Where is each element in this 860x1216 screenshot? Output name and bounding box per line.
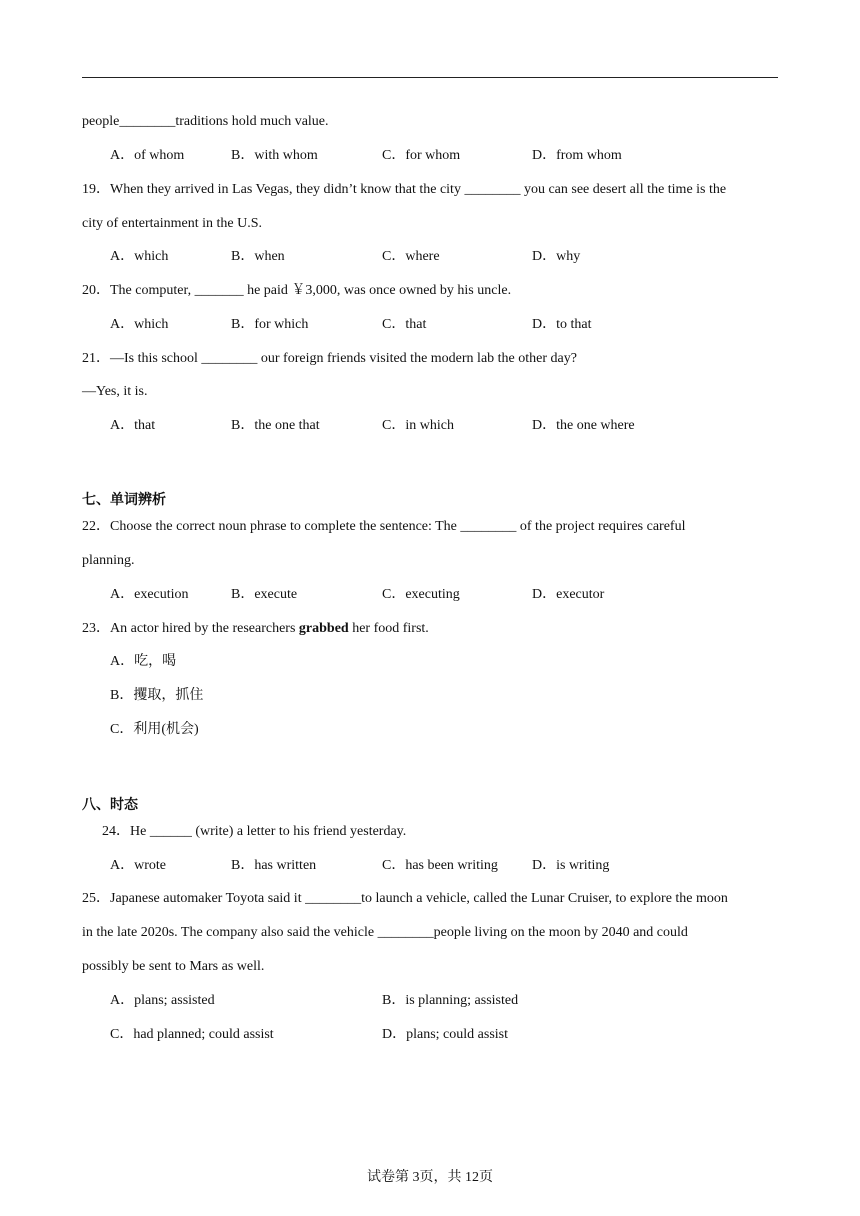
- q19-option-b[interactable]: B．when: [231, 249, 285, 264]
- q23-text-before: 23．An actor hired by the researchers: [82, 621, 299, 636]
- q23-text: [82, 620, 429, 638]
- q19-option-d[interactable]: D．why: [532, 249, 581, 264]
- q25-text-line3: possibly be sent to Mars as well.: [82, 959, 265, 974]
- q19-text-line1: 19．When they arrived in Las Vegas, they didn’t know that the city ________ you can see desert all the time is the: [82, 182, 727, 197]
- q23-keyword: grabbed: [298, 621, 349, 636]
- q22-option-a[interactable]: A．execution: [110, 587, 189, 602]
- q18-text: people________traditions hold much value.: [82, 114, 329, 129]
- q21-text-line1: 21．—Is this school ________ our foreign friends visited the modern lab the other day?: [82, 351, 577, 366]
- q21-option-d[interactable]: D．the one where: [532, 418, 635, 433]
- section-heading-7: 七、单词辨析: [82, 492, 166, 508]
- q21-option-a[interactable]: A．that: [110, 418, 156, 433]
- q24-text: 24．He ______ (write) a letter to his friend yesterday.: [102, 824, 407, 839]
- q19-text-line2: city of entertainment in the U.S.: [82, 216, 263, 231]
- q20-option-a[interactable]: A．which: [110, 317, 169, 332]
- q19-option-a[interactable]: A．which: [110, 249, 169, 264]
- q23-option-c[interactable]: C．利用(机会): [110, 722, 199, 737]
- q24-option-b[interactable]: B．has written: [231, 858, 317, 873]
- q25-option-c[interactable]: C．had planned; could assist: [110, 1027, 274, 1042]
- q20-option-c[interactable]: C．that: [382, 317, 427, 332]
- q24-option-c[interactable]: C．has been writing: [382, 858, 498, 873]
- q18-option-a[interactable]: A．of whom: [110, 148, 185, 163]
- q22-text-line1: 22．Choose the correct noun phrase to complete the sentence: The ________ of the project requires careful: [82, 519, 686, 534]
- q18-option-c[interactable]: C．for whom: [382, 148, 461, 163]
- q25-text-line1: 25．Japanese automaker Toyota said it ________to launch a vehicle, called the Lunar Cruiser, to explore the moon: [82, 891, 728, 906]
- q21-option-b[interactable]: B．the one that: [231, 418, 320, 433]
- section-heading-8: 八、时态: [82, 797, 138, 813]
- q20-option-b[interactable]: B．for which: [231, 317, 309, 332]
- q18-option-b[interactable]: B．with whom: [231, 148, 318, 163]
- q24-option-a[interactable]: A．wrote: [110, 858, 166, 873]
- q19-option-c[interactable]: C．where: [382, 249, 440, 264]
- header-rule: [82, 77, 778, 78]
- q25-text-line2: in the late 2020s. The company also said the vehicle ________people living on the moon by 2040 and could: [82, 925, 688, 940]
- q23-option-a[interactable]: A．吃，喝: [110, 654, 177, 669]
- q20-option-d[interactable]: D．to that: [532, 317, 592, 332]
- q25-option-a[interactable]: A．plans; assisted: [110, 993, 215, 1008]
- q22-option-b[interactable]: B．execute: [231, 587, 298, 602]
- q24-option-d[interactable]: D．is writing: [532, 858, 610, 873]
- q21-text-line2: —Yes, it is.: [82, 384, 148, 399]
- q21-option-c[interactable]: C．in which: [382, 418, 454, 433]
- q23-option-b[interactable]: B．攫取，抓住: [110, 688, 204, 703]
- q18-option-d[interactable]: D．from whom: [532, 148, 622, 163]
- q25-option-d[interactable]: D．plans; could assist: [382, 1027, 508, 1042]
- q23-text-after: her food first.: [348, 621, 429, 636]
- q20-text: 20．The computer, _______ he paid ￥3,000, was once owned by his uncle.: [82, 283, 512, 298]
- q22-option-c[interactable]: C．executing: [382, 587, 460, 602]
- q22-text-line2: planning.: [82, 553, 135, 568]
- page-footer: 试卷第 3页，共 12页: [367, 1170, 493, 1185]
- q25-option-b[interactable]: B．is planning; assisted: [382, 993, 519, 1008]
- q22-option-d[interactable]: D．executor: [532, 587, 605, 602]
